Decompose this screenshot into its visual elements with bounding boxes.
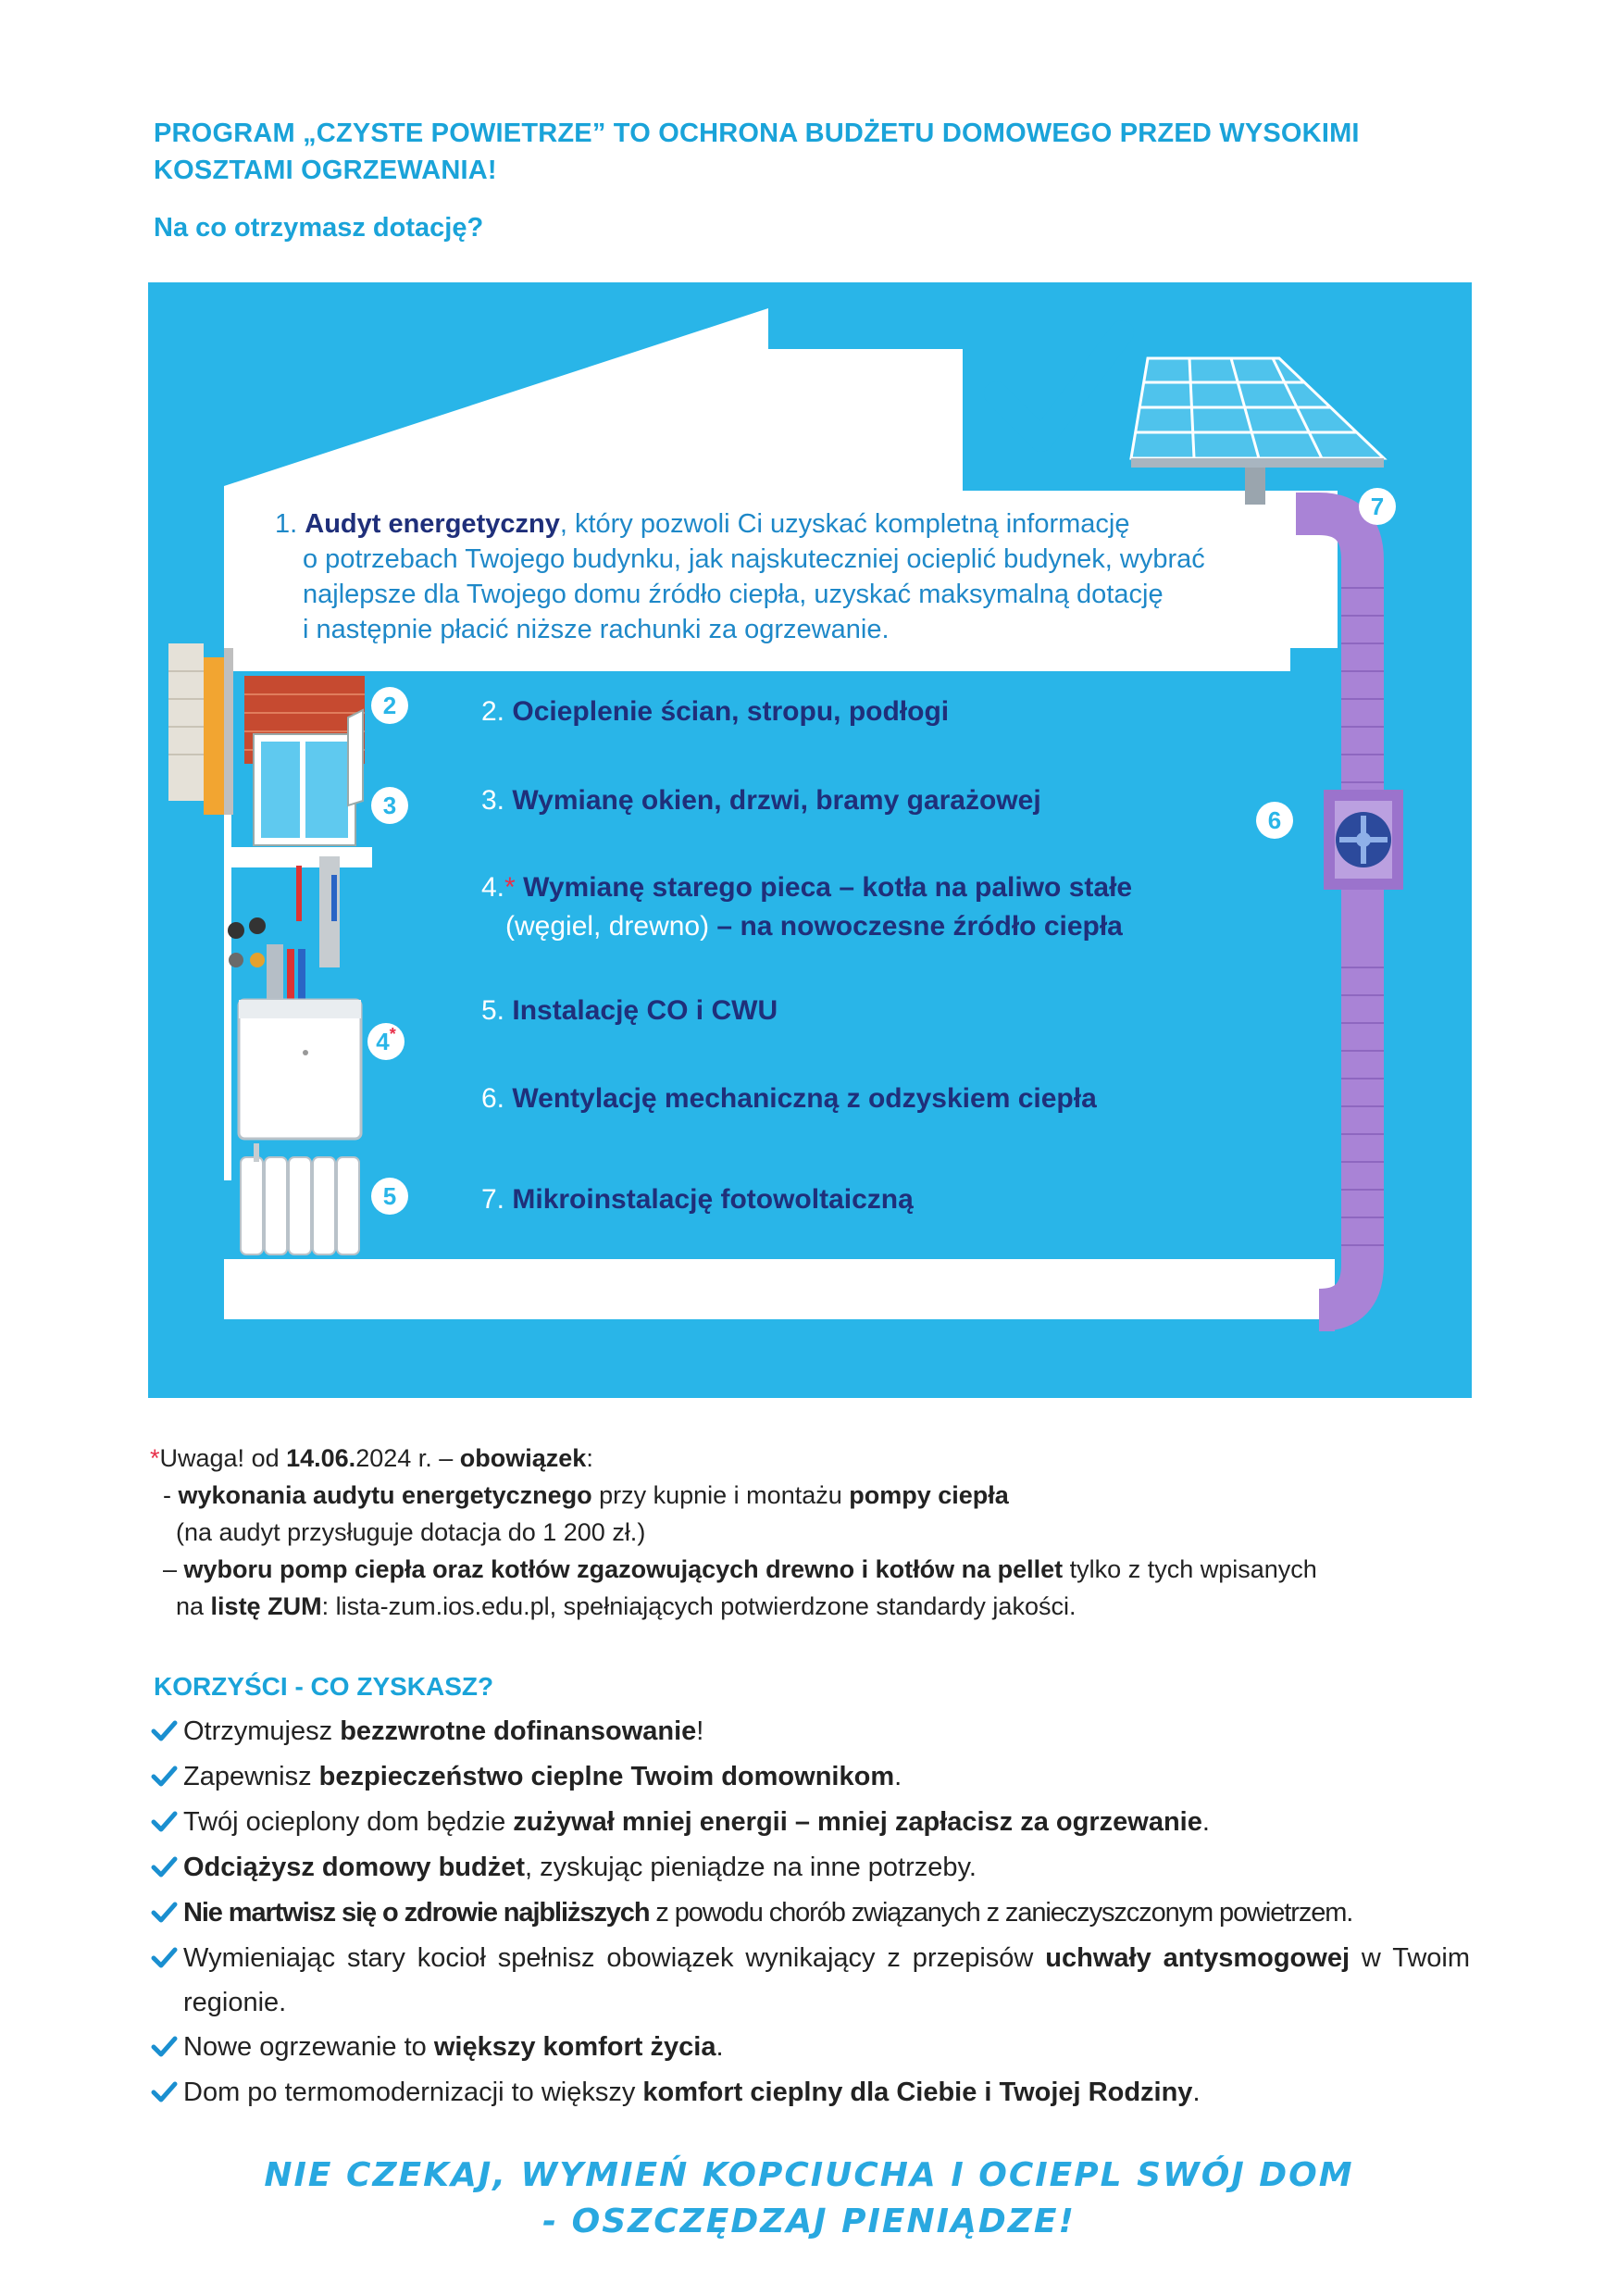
badge-5: 5 xyxy=(371,1178,408,1215)
solar-panel-icon xyxy=(1131,358,1384,505)
wall-insulation-icon xyxy=(168,643,233,815)
list-item-central-heating: 5. Instalację CO i CWU xyxy=(481,995,778,1026)
footer-line2: - OSZCZĘDZAJ PIENIĄDZE! xyxy=(542,2202,1076,2240)
list-item-windows: 3. Wymianę okien, drzwi, bramy garażowej xyxy=(481,785,1041,816)
footer-line1: NIE CZEKAJ, WYMIEŃ KOPCIUCHA I OCIEPL SWÓJ DOM xyxy=(264,2156,1354,2194)
audit-title: Audyt energetyczny xyxy=(305,509,560,539)
audit-line1: , który pozwoli Ci uzyskać kompletną informację xyxy=(559,509,1130,539)
notice-block: *Uwaga! od 14.06.2024 r. – obowiązek: - wykonania audytu energetycznego przy kupnie i montażu pompy ciepła (na audyt przysługuje dotacja do 1 200 zł.) – wyboru pomp ciepła oraz kotłów zgazowujących drewno i kotłów na pellet tylko z tych wpisanych na listę ZUM: lista-zum.ios.edu.pl, spełniających potwierdzone standardy jakości. xyxy=(150,1444,1317,1620)
benefit-item: Twój ocieplony dom będzie zużywał mniej energii – mniej zapłacisz za ogrzewanie. xyxy=(150,1800,1464,1845)
benefit-item: Zapewnisz bezpieczeństwo cieplne Twoim domownikom. xyxy=(150,1754,1464,1800)
page-title-line1: PROGRAM „CZYSTE POWIETRZE” TO OCHRONA BUDŻETU DOMOWEGO PRZED WYSOKIMI xyxy=(154,119,1360,148)
radiator-icon xyxy=(241,1143,359,1254)
house-illustration xyxy=(148,282,1472,1398)
badge-4: 4* xyxy=(367,1023,404,1060)
list-item-photovoltaics: 7. Mikroinstalację fotowoltaiczną xyxy=(481,1184,914,1215)
badge-3: 3 xyxy=(371,787,408,824)
audit-description xyxy=(275,506,1247,647)
window-ledge xyxy=(224,847,372,867)
window-icon xyxy=(244,676,365,845)
checkmark-icon xyxy=(150,1945,178,1971)
benefit-item: Nie martwisz się o zdrowie najbliższych z powodu chorób związanych z zanieczyszczonym powietrzem. xyxy=(150,1890,1464,1936)
benefit-item: Odciążysz domowy budżet, zyskując pieniądze na inne potrzeby. xyxy=(150,1845,1464,1890)
checkmark-icon xyxy=(150,2079,178,2105)
audit-number: 1. xyxy=(275,509,298,539)
checkmark-icon xyxy=(150,2034,178,2060)
benefits-title: KORZYŚCI - CO ZYSKASZ? xyxy=(154,1672,494,1701)
badge-6: 6 xyxy=(1256,802,1293,839)
checkmark-icon xyxy=(150,1900,178,1926)
footer-slogan xyxy=(0,2152,1618,2245)
badge-7: 7 xyxy=(1359,488,1396,525)
benefit-item: Dom po termomodernizacji to większy komfort cieplny dla Ciebie i Twojej Rodziny. xyxy=(150,2070,1464,2115)
page-title xyxy=(154,115,1468,189)
badge-2: 2 xyxy=(371,687,408,724)
infographic-panel xyxy=(148,282,1472,1398)
audit-line4: i następnie płacić niższe rachunki za ogrzewanie. xyxy=(303,615,890,644)
house-floor xyxy=(224,1259,1335,1319)
page-title-line2: KOSZTAMI OGRZEWANIA! xyxy=(154,156,497,185)
benefit-item: Wymieniając stary kocioł spełnisz obowiązek wynikający z przepisów uchwały antysmogowej w Twoim regionie. xyxy=(150,1936,1470,2025)
audit-line3: najlepsze dla Twojego domu źródło ciepła, uzyskać maksymalną dotację xyxy=(303,580,1164,609)
checkmark-icon xyxy=(150,1764,178,1790)
boiler-icon xyxy=(228,856,361,1139)
checkmark-icon xyxy=(996,332,1122,440)
checkmark-icon xyxy=(150,1809,178,1835)
list-item-insulation: 2. Ocieplenie ścian, stropu, podłogi xyxy=(481,696,950,727)
page-subtitle: Na co otrzymasz dotację? xyxy=(154,213,484,243)
checkmark-icon xyxy=(150,1718,178,1744)
benefit-item: Nowe ogrzewanie to większy komfort życia. xyxy=(150,2025,1464,2070)
checkmark-icon xyxy=(150,1854,178,1880)
list-item-boiler: 4.* Wymianę starego pieca – kotła na paliwo stałe (węgiel, drewno) – na nowoczesne źródło ciepła xyxy=(481,872,1133,942)
benefits-list xyxy=(150,1709,1470,2115)
list-item-ventilation: 6. Wentylację mechaniczną z odzyskiem ciepła xyxy=(481,1083,1097,1114)
benefit-item: Otrzymujesz bezzwrotne dofinansowanie! xyxy=(150,1709,1464,1754)
audit-line2: o potrzebach Twojego budynku, jak najskuteczniej ocieplić budynek, wybrać xyxy=(303,544,1205,574)
